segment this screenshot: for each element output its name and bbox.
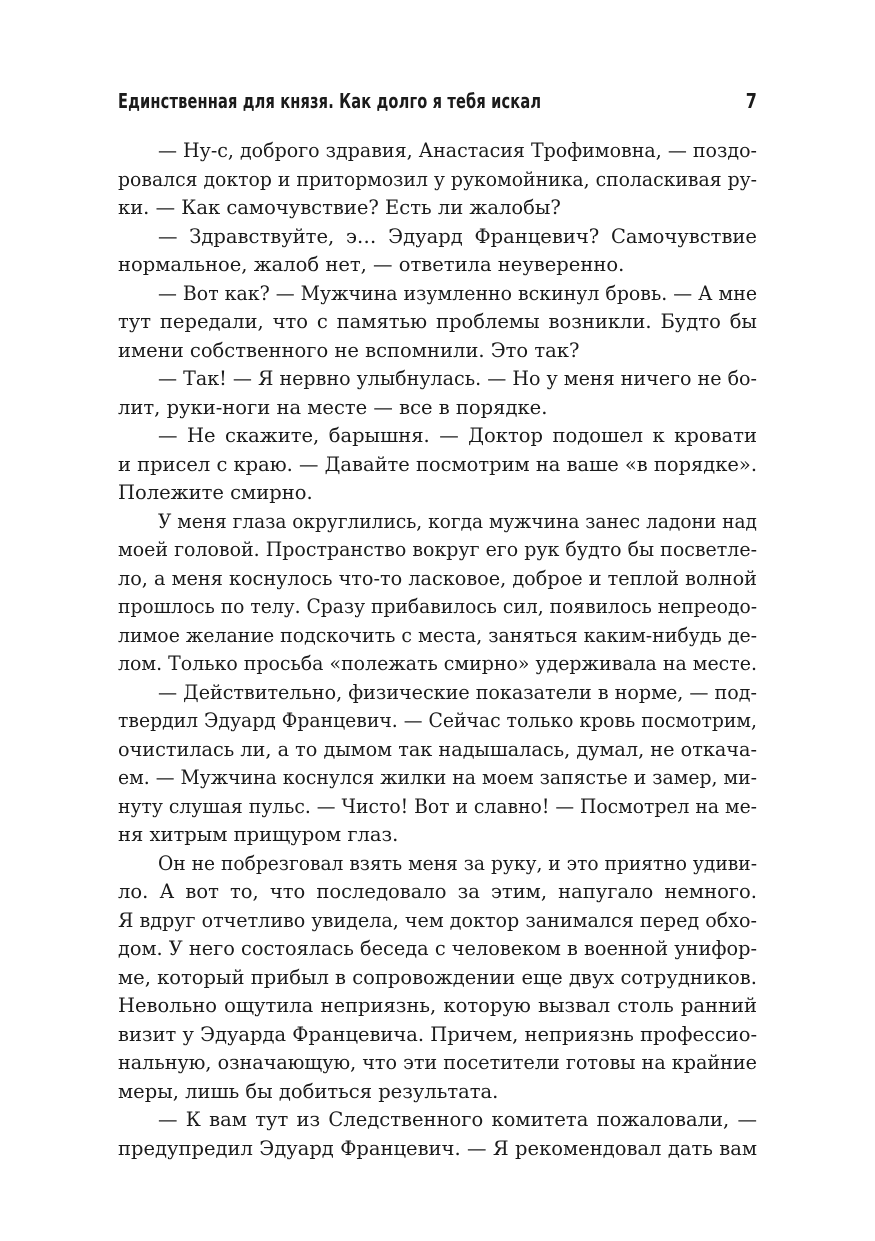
text-line: ровался доктор и притормозил у рукомойника, споласкивая ру-	[118, 167, 758, 191]
text-line: нуту слушая пульс. — Чисто! Вот и славно! — Посмотрел на ме-	[118, 794, 758, 818]
page-number: 7	[745, 89, 757, 113]
text-line: Полежите смирно.	[118, 481, 313, 504]
text-line: нальную, означающую, что эти посетители готовы на крайние	[118, 1051, 758, 1074]
text-line: Невольно ощутила неприязнь, которую вызвал столь ранний	[118, 994, 757, 1017]
text-line: прошлось по телу. Сразу прибавилось сил, появилось непреодо-	[118, 595, 758, 618]
text-body	[118, 137, 757, 1163]
text-line: моей головой. Пространство вокруг его рук будто бы посветле-	[118, 538, 757, 561]
text-line: ло, а меня коснулось что-то ласковое, доброе и теплой волной	[118, 566, 757, 590]
text-line: твердил Эдуард Францевич. — Сейчас только кровь посмотрим,	[118, 709, 757, 732]
text-line: — Не скажите, барышня. — Доктор подошел к кровати	[158, 424, 757, 447]
text-line: — Действительно, физические показатели в норме, — под-	[157, 680, 758, 704]
text-line: визит у Эдуарда Францевича. Причем, неприязнь профессио-	[118, 1022, 758, 1046]
text-line: Я вдруг отчетливо увидела, чем доктор занимался перед обхо-	[118, 908, 758, 932]
running-head	[118, 86, 757, 116]
text-line: — Здравствуйте, э… Эдуард Францевич? Самочувствие	[158, 224, 757, 248]
text-line: У меня глаза округлились, когда мужчина занес ладони над	[157, 509, 757, 533]
text-line: нормальное, жалоб нет, — ответила неуверенно.	[118, 253, 625, 276]
text-line: — Ну-с, доброго здравия, Анастасия Трофимовна, — поздо-	[157, 139, 757, 162]
text-line: ня хитрым прищуром глаз.	[118, 823, 399, 846]
text-line: — К вам тут из Следственного комитета пожаловали, —	[158, 1108, 757, 1131]
text-line: ки. — Как самочувствие? Есть ли жалобы?	[118, 196, 561, 219]
text-line: меры, лишь бы добиться результата.	[118, 1079, 499, 1103]
text-line: лимое желание подскочить с места, заняться каким-нибудь де-	[118, 623, 758, 647]
text-line: — Вот как? — Мужчина изумленно вскинул бровь. — А мне	[157, 281, 758, 305]
text-line: и присел с краю. — Давайте посмотрим на ваше «в порядке».	[118, 452, 758, 476]
text-line: ло. А вот то, что последовало за этим, напугало немного.	[118, 880, 757, 903]
text-line: Он не побрезговал взять меня за руку, и это приятно удиви-	[157, 851, 758, 875]
text-line: лит, руки-ноги на месте — все в порядке.	[118, 395, 548, 419]
text-line: очистилась ли, а то дымом так надышалась, думал, не откача-	[118, 737, 757, 761]
text-line: лом. Только просьба «полежать смирно» удерживала на месте.	[118, 652, 757, 675]
text-line: предупредил Эдуард Францевич. — Я рекомендовал дать вам	[118, 1136, 758, 1160]
text-line: дом. У него состоялась беседа с человеком в военной унифор-	[118, 937, 757, 960]
text-line: имени собственного не вспомнили. Это так?	[118, 338, 580, 362]
text-line: ме, который прибыл в сопровождении еще двух сотрудников.	[118, 965, 757, 989]
text-line: тут передали, что с памятью проблемы возникли. Будто бы	[118, 310, 757, 333]
text-line: — Так! — Я нервно улыбнулась. — Но у меня ничего не бо-	[157, 367, 757, 390]
running-title: Единственная для князя. Как долго я тебя искал	[118, 89, 542, 113]
text-line: ем. — Мужчина коснулся жилки на моем запястье и замер, ми-	[118, 766, 757, 789]
